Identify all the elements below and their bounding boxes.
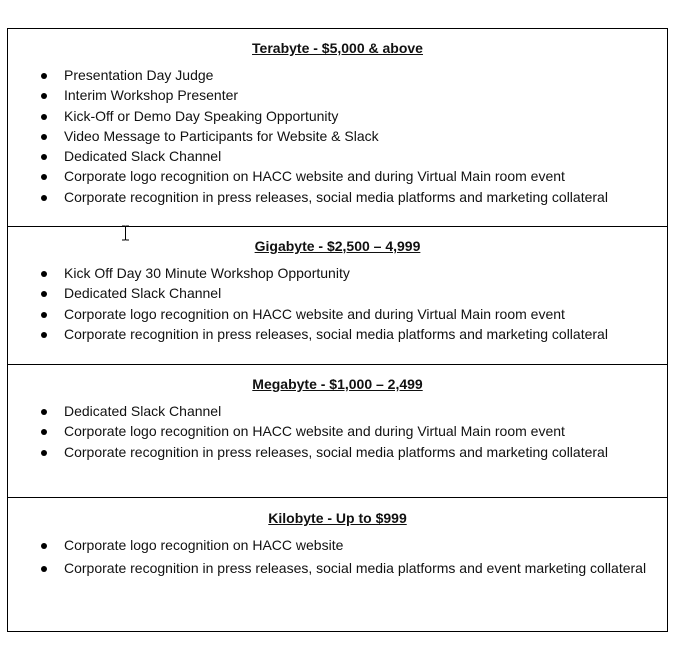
benefit-text: Corporate logo recognition on HACC website: [64, 537, 344, 553]
list-item: [8, 443, 667, 463]
benefit-list-gigabyte: [8, 264, 667, 345]
benefit-text: Presentation Day Judge: [64, 67, 214, 83]
sponsorship-tiers-table: [7, 28, 668, 632]
benefit-text: Video Message to Participants for Website & Slack: [64, 127, 379, 144]
list-item: [8, 167, 667, 187]
bullet-icon: [41, 291, 47, 297]
bullet-icon: [41, 93, 47, 99]
benefit-text: Corporate logo recognition on HACC website and during Virtual Main room event: [64, 305, 565, 322]
benefit-text: Interim Workshop Presenter: [64, 87, 239, 104]
tier-heading-gigabyte: Gigabyte - $2,500 – 4,999: [254, 238, 421, 254]
bullet-icon: [41, 543, 47, 549]
benefit-text: Kick-Off or Demo Day Speaking Opportunity: [64, 107, 339, 124]
list-item: [8, 127, 667, 147]
list-item: [8, 536, 667, 556]
bullet-icon: [41, 566, 47, 572]
list-item: [8, 559, 667, 578]
bullet-icon: [41, 114, 47, 120]
benefit-text: Corporate logo recognition on HACC website and during Virtual Main room event: [64, 423, 565, 440]
bullet-icon: [41, 134, 47, 140]
bullet-icon: [41, 332, 47, 338]
list-item: [8, 107, 667, 127]
benefit-text: Kick Off Day 30 Minute Workshop Opportunity: [64, 265, 350, 281]
text-cursor-icon: [121, 225, 130, 241]
benefit-list-terabyte: [8, 66, 667, 208]
bullet-icon: [41, 450, 47, 456]
bullet-icon: [41, 73, 47, 79]
list-item: [8, 305, 667, 325]
benefit-list-kilobyte: [8, 536, 667, 578]
list-item: [8, 188, 667, 208]
tier-cell-kilobyte: [8, 498, 667, 631]
bullet-icon: [41, 195, 47, 201]
benefit-list-megabyte: [8, 402, 667, 463]
tier-heading-megabyte: Megabyte - $1,000 – 2,499: [252, 376, 423, 392]
tier-heading-terabyte: Terabyte - $5,000 & above: [252, 40, 423, 56]
list-item: [8, 66, 667, 86]
bullet-icon: [41, 409, 47, 415]
benefit-text: Dedicated Slack Channel: [64, 403, 222, 419]
tier-cell-gigabyte: [8, 227, 667, 365]
bullet-icon: [41, 174, 47, 180]
benefit-text: Corporate recognition in press releases, social media platforms and marketing collateral: [64, 443, 608, 460]
list-item: [8, 422, 667, 442]
benefit-text: Dedicated Slack Channel: [64, 285, 222, 302]
list-item: [8, 147, 667, 167]
tier-cell-terabyte: [8, 29, 667, 227]
list-item: [8, 264, 667, 284]
list-item: [8, 284, 667, 304]
list-item: [8, 402, 667, 422]
tier-cell-megabyte: [8, 365, 667, 498]
bullet-icon: [41, 429, 47, 435]
benefit-text: Corporate logo recognition on HACC website and during Virtual Main room event: [64, 168, 565, 185]
benefit-text: Corporate recognition in press releases, social media platforms and marketing collateral: [64, 188, 608, 205]
bullet-icon: [41, 154, 47, 160]
benefit-text: Corporate recognition in press releases, social media platforms and event marketing collateral: [64, 560, 647, 577]
benefit-text: Dedicated Slack Channel: [64, 148, 222, 165]
bullet-icon: [41, 312, 47, 318]
tier-heading-kilobyte: Kilobyte - Up to $999: [268, 510, 407, 526]
benefit-text: Corporate recognition in press releases, social media platforms and marketing collateral: [64, 325, 608, 342]
list-item: [8, 86, 667, 106]
list-item: [8, 325, 667, 345]
bullet-icon: [41, 271, 47, 277]
